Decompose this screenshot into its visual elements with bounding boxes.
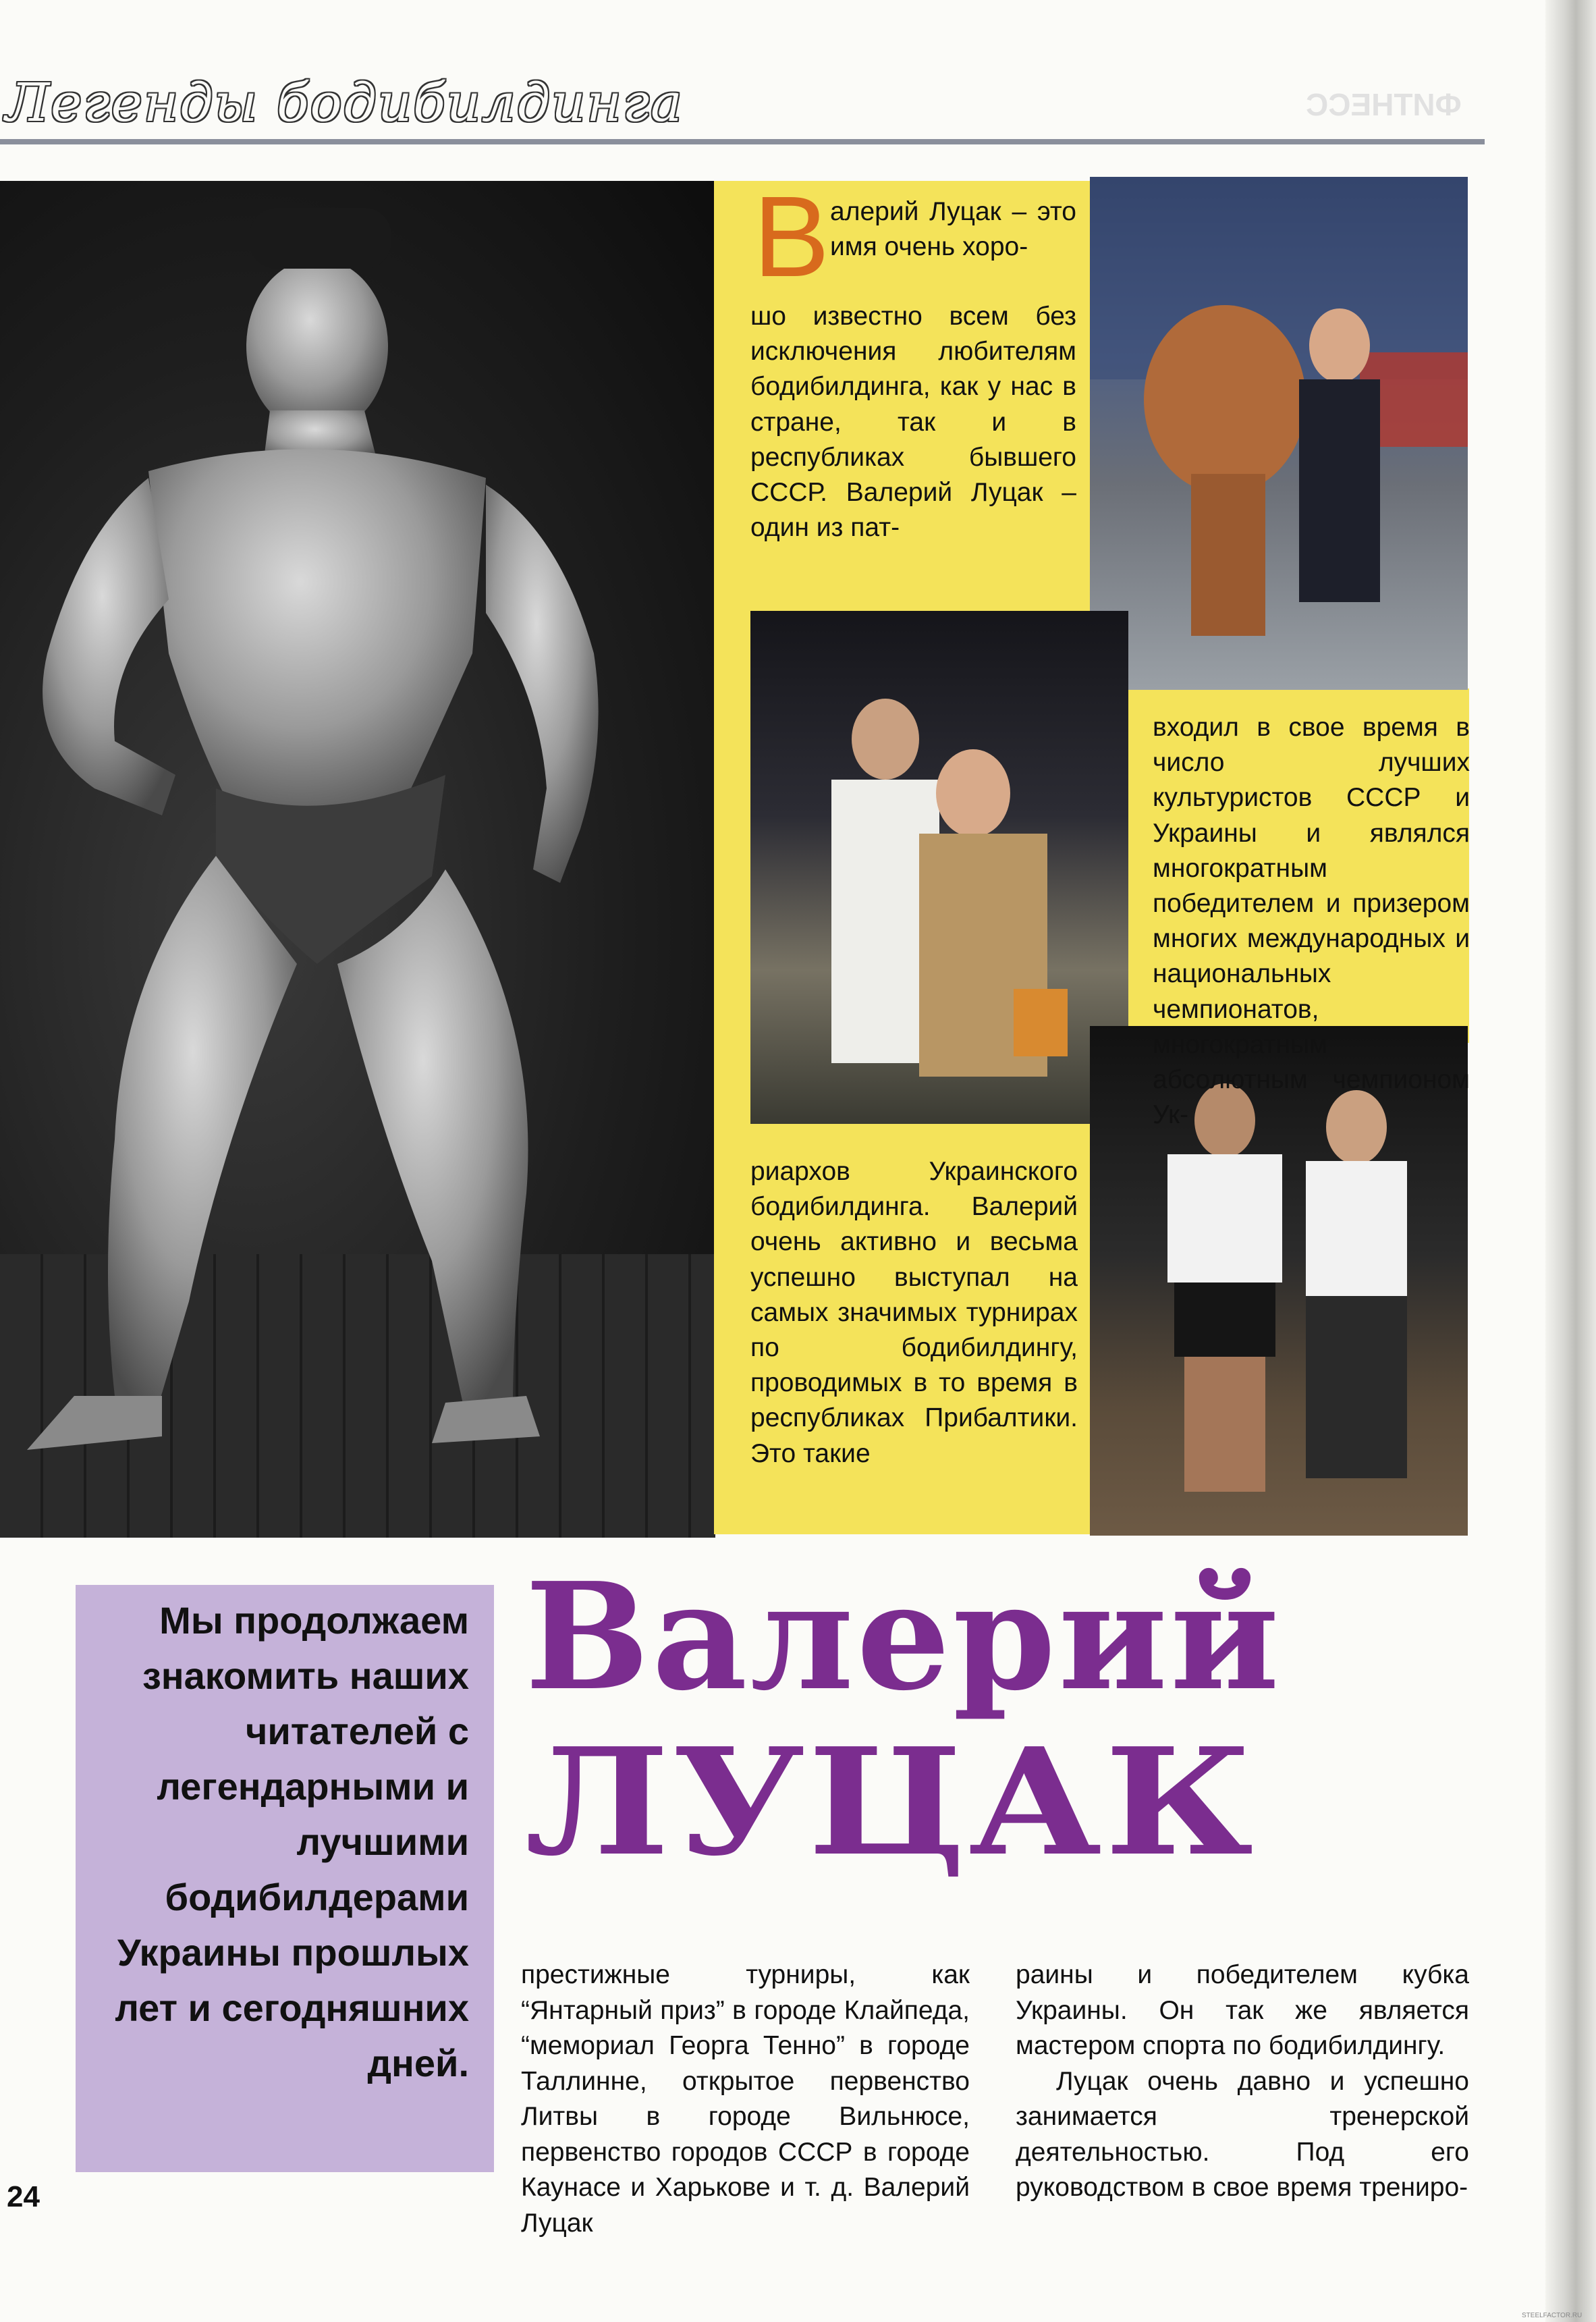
header-rule <box>0 139 1485 144</box>
backstage-figures <box>1090 177 1468 690</box>
body-column-2-paragraph-1: раины и победителем кубка Украины. Он так же является мастером спорта по бодибилдингу. <box>1016 1960 1469 2060</box>
bodybuilder-portrait-photo <box>0 181 715 1538</box>
page-number: 24 <box>7 2180 40 2213</box>
page-binding-edge <box>1545 0 1596 2322</box>
left-column-paragraph: риархов Украинского бодибилдинга. Валерий очень активно и весьма успешно выступал на самых значимых турнирах по бодибилдингу, проводимых в то время в республиках Прибалтики. Это такие <box>750 1157 1078 1468</box>
intro-paragraph-continued: шо известно всем без исключения любителям бодибилдинга, как у нас в стране, так и в республиках бывшего СССР. Валерий Луцак – один из пат- <box>750 302 1076 543</box>
competition-backstage-photo <box>1090 177 1468 690</box>
handshake-photo <box>750 611 1128 1124</box>
drop-cap: В <box>753 173 830 301</box>
lead-text: Мы продолжаем знакомить наших читателей с легендарными и лучшими бодибилдерами Украины прошлых лет и сегодняшних дней. <box>115 1599 469 2084</box>
title-last-name: ЛУЦАК <box>525 1716 1257 1889</box>
section-title: Легенды бодибилдинга <box>5 73 684 134</box>
title-first-name: Валерий <box>525 1550 1282 1723</box>
right-column-paragraph: входил в свое время в число лучших культуристов СССР и Украины и являлся многократным победителем и призером многих международных и национальных чемпионатов, многократным абсолютным чемпионом Ук- <box>1153 713 1470 1130</box>
handshake-figures <box>750 611 1128 1124</box>
mirrored-header-tag: ФИТНЕСС <box>1306 87 1462 122</box>
body-column-2-paragraph-2: Луцак очень давно и успешно занимается тренерской деятельностью. Под его руководством в свое время трениро- <box>1016 2066 1469 2202</box>
intro-paragraph-start: алерий Луцак – это имя очень хоро- <box>830 197 1076 262</box>
body-column-2 <box>1016 1958 1469 2206</box>
watermark: STEELFACTOR.RU <box>1522 2312 1583 2319</box>
bodybuilder-figure <box>0 181 715 1538</box>
body-column-1: престижные турниры, как “Янтарный приз” в городе Клайпеда, “мемориал Георга Тенно” в городе Таллинне, открытое первенство Литвы в городе Вильнюсе, первенство городов СССР в городе Каунасе и Харькове и т. д. Валерий Луцак <box>521 1960 970 2238</box>
